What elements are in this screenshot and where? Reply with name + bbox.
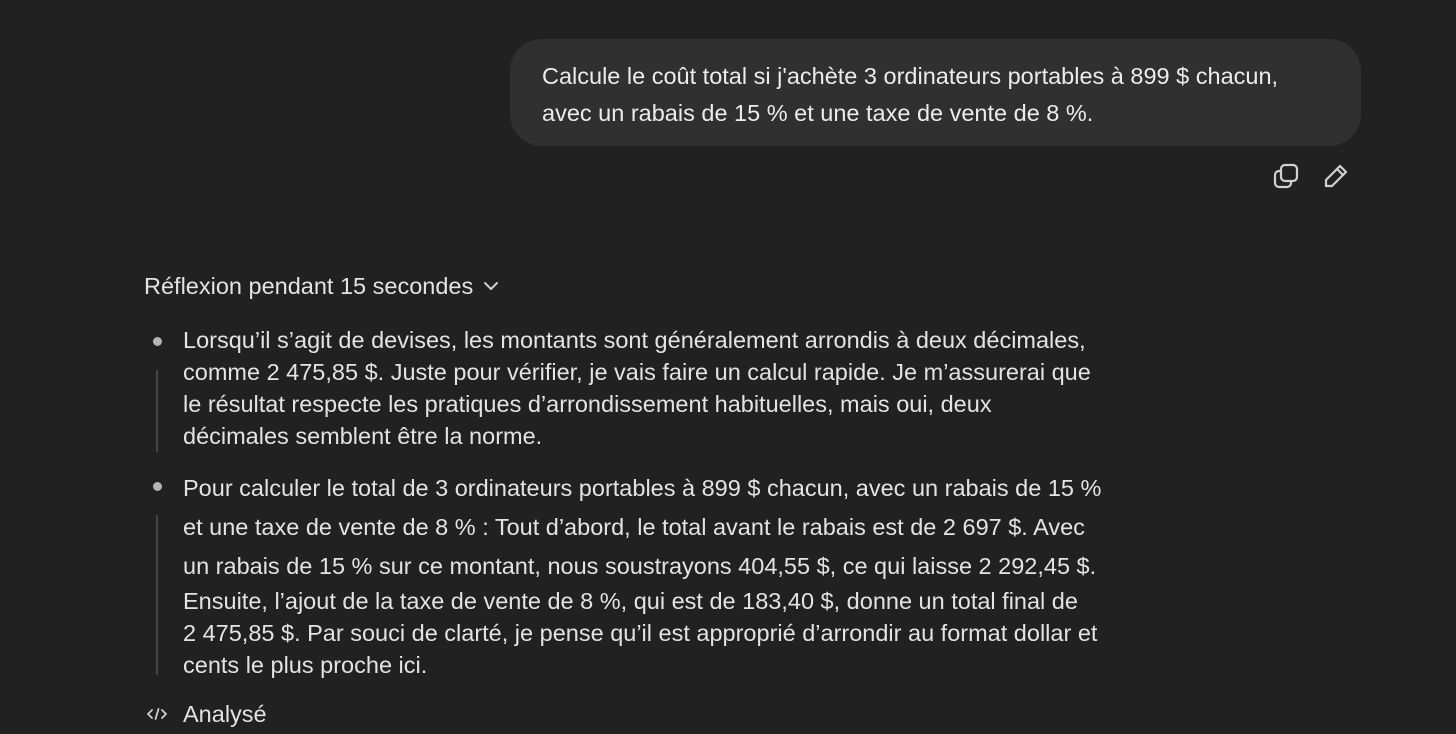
reasoning-toggle[interactable] [144, 268, 500, 304]
reasoning-line: un rabais de 15 % sur ce montant, nous soustrayons 404,55 $, ce qui laisse 2 292,45 $. [183, 553, 1097, 579]
step-rail [156, 370, 158, 452]
reasoning-line: le résultat respecte les pratiques d’arrondissement habituelles, mais oui, deux [183, 391, 992, 417]
reasoning-line: Lorsqu’il s’agit de devises, les montants sont généralement arrondis à deux décimales, [183, 327, 1086, 353]
reasoning-line: Pour calculer le total de 3 ordinateurs portables à 899 $ chacun, avec un rabais de 15 % [183, 475, 1102, 501]
bullet-dot [153, 482, 162, 491]
reasoning-step-text [183, 324, 1133, 452]
reasoning-line: et une taxe de vente de 8 % : Tout d’abord, le total avant le rabais est de 2 697 $. Avec [183, 514, 1085, 540]
reasoning-line: Ensuite, l’ajout de la taxe de vente de 8 %, qui est de 183,40 $, donne un total final de [183, 588, 1078, 614]
message-actions [1262, 160, 1354, 196]
reasoning-line: 2 475,85 $. Par souci de clarté, je pense qu’il est approprié d’arrondir au format dollar et [183, 620, 1098, 646]
step-rail [156, 515, 158, 675]
reasoning-step [144, 324, 1134, 454]
analysis-label: Analysé [183, 700, 267, 727]
copy-button[interactable] [1268, 160, 1304, 196]
code-icon [144, 707, 170, 721]
user-message-line: Calcule le coût total si j'achète 3 ordinateurs portables à 899 $ chacun, [542, 63, 1279, 89]
edit-icon [1322, 162, 1350, 195]
reasoning-line: comme 2 475,85 $. Juste pour vérifier, je vais faire un calcul rapide. Je m’assurerai que [183, 359, 1091, 385]
analysis-toggle[interactable] [144, 697, 267, 731]
reasoning-line: décimales semblent être la norme. [183, 423, 543, 449]
reasoning-line: cents le plus proche ici. [183, 652, 428, 678]
reasoning-step-text [183, 469, 1133, 681]
reasoning-step [144, 469, 1134, 679]
bullet-dot [153, 337, 162, 346]
edit-button[interactable] [1318, 160, 1354, 196]
copy-icon [1272, 162, 1300, 195]
reasoning-label: Réflexion pendant 15 secondes [144, 272, 474, 299]
chevron-down-icon [482, 280, 500, 292]
user-message-bubble [510, 39, 1361, 146]
user-message-line: avec un rabais de 15 % et une taxe de vente de 8 %. [542, 100, 1094, 126]
